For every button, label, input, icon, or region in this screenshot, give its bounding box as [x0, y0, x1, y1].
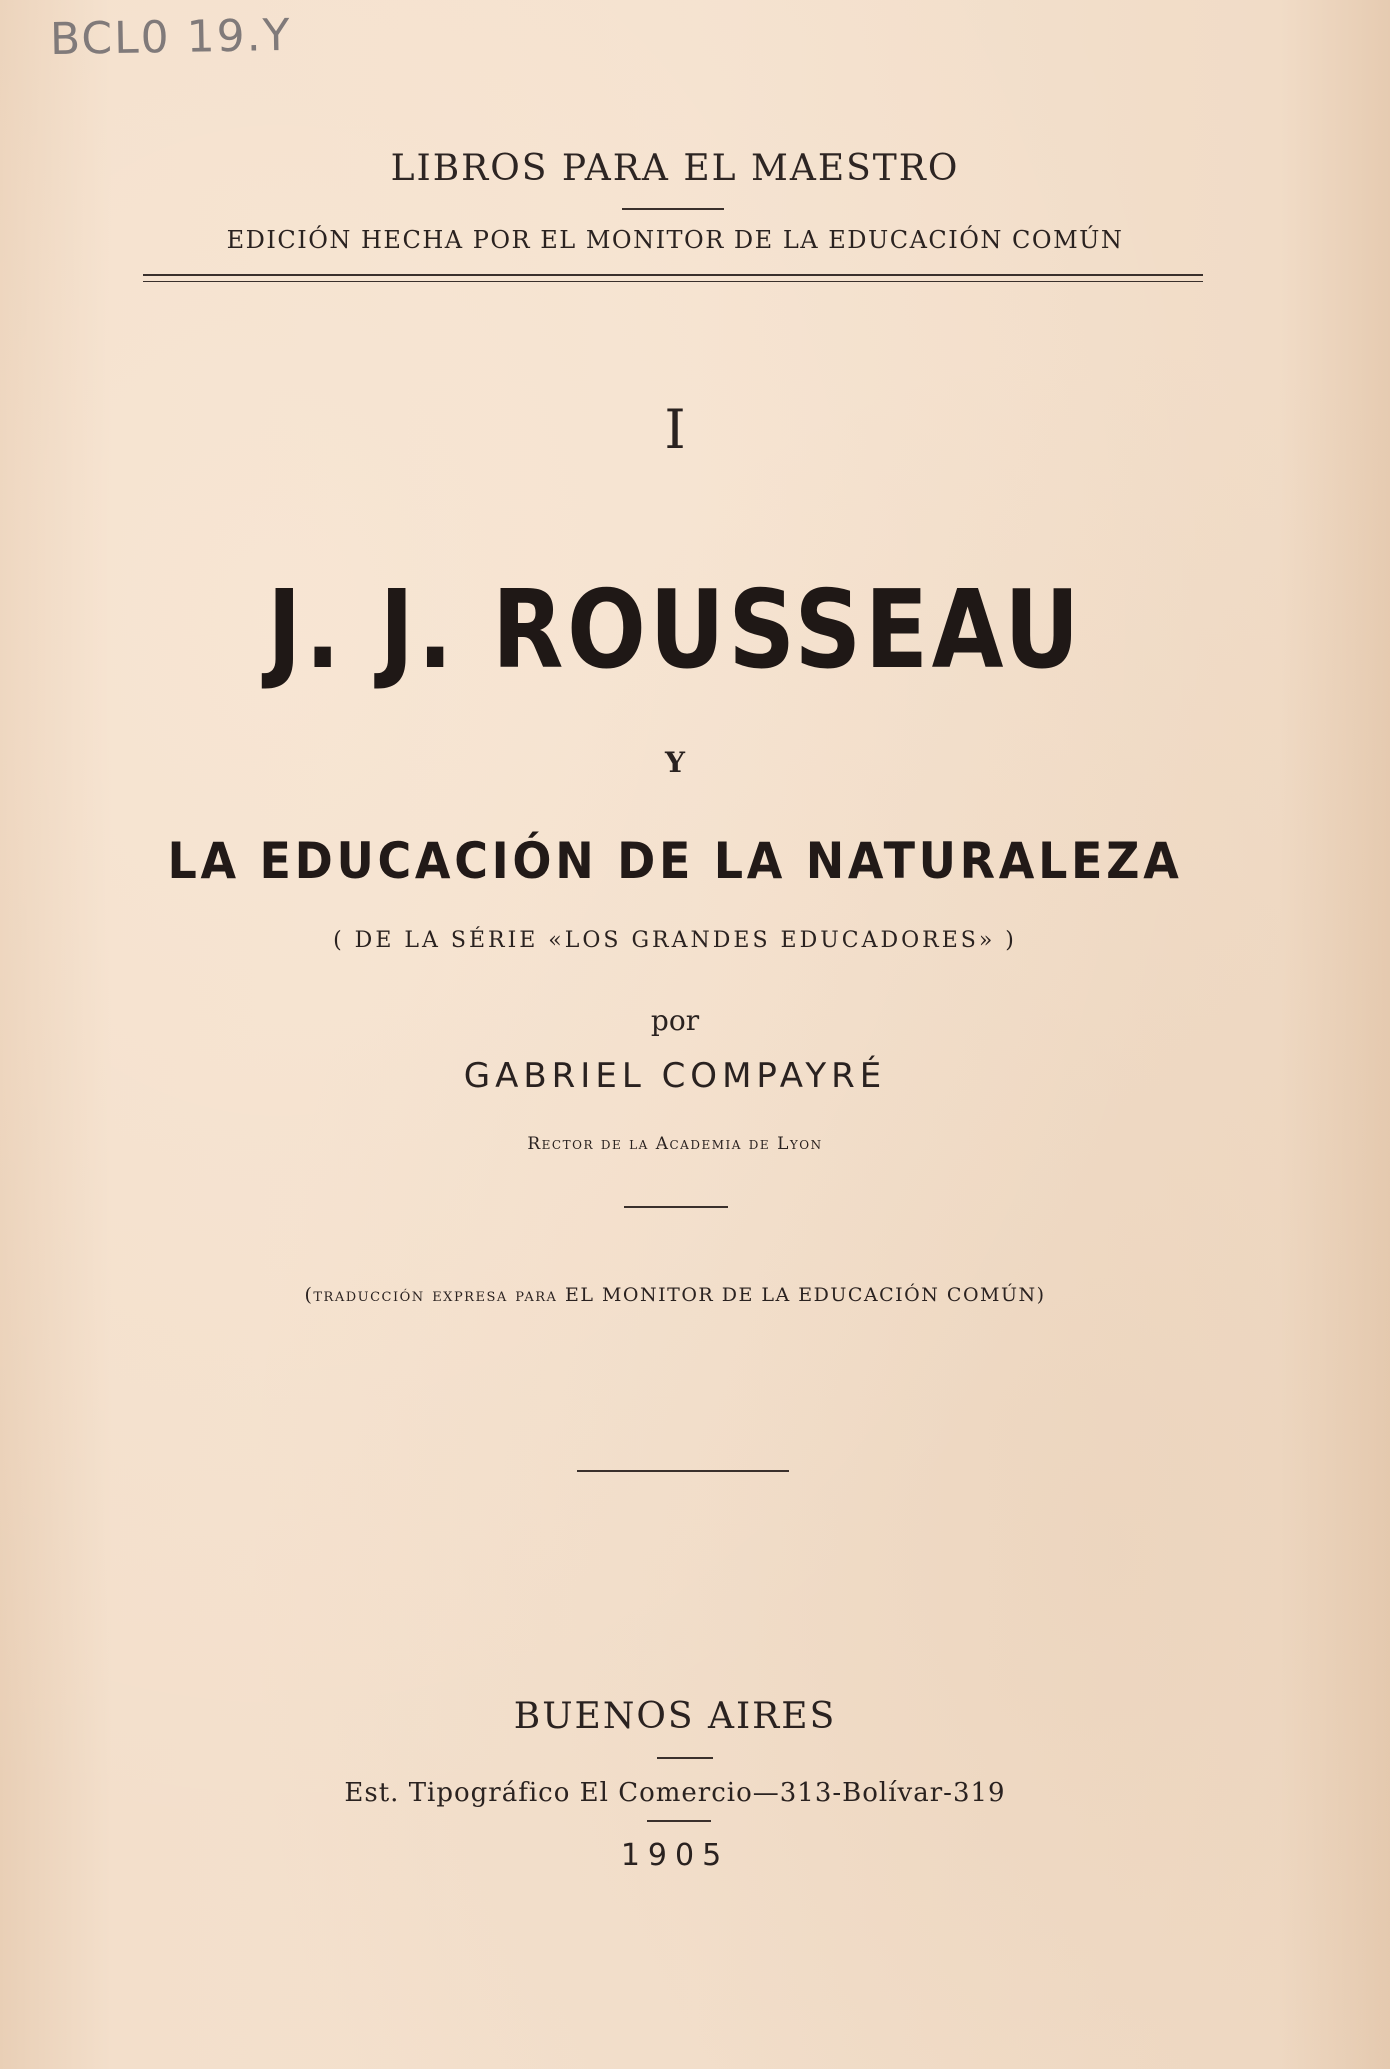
series-title: LIBROS PARA EL MAESTRO	[390, 148, 960, 189]
city-rule	[657, 1757, 713, 1759]
imprint-year: 1905	[620, 1838, 730, 1873]
author-rule	[624, 1206, 728, 1208]
printer-rule	[647, 1820, 711, 1822]
edition-line: EDICIÓN HECHA POR EL MONITOR DE LA EDUCACIÓN COMÚN	[226, 226, 1124, 254]
handwritten-catalog-code: BCL0 19.Y	[49, 9, 292, 66]
imprint-city: BUENOS AIRES	[513, 1696, 837, 1737]
volume-number: I	[664, 398, 686, 461]
author-name: GABRIEL COMPAYRÉ	[463, 1056, 887, 1096]
series-rule	[622, 208, 724, 210]
subtitle: LA EDUCACIÓN DE LA NATURALEZA	[167, 832, 1183, 890]
by-label: por	[650, 1004, 700, 1037]
main-title: J. J. ROUSSEAU	[267, 568, 1083, 693]
translation-note: (traducción expresa para EL MONITOR DE LA EDUCACIÓN COMÚN)	[304, 1284, 1046, 1306]
header-double-rule	[143, 274, 1203, 282]
series-note: ( DE LA SÉRIE «LOS GRANDES EDUCADORES» )	[333, 928, 1017, 953]
section-rule	[577, 1470, 789, 1472]
imprint-printer: Est. Tipográfico El Comercio—313-Bolívar-319	[344, 1778, 1006, 1808]
title-conjunction: Y	[665, 746, 685, 779]
author-position: Rector de la Academia de Lyon	[527, 1134, 823, 1154]
